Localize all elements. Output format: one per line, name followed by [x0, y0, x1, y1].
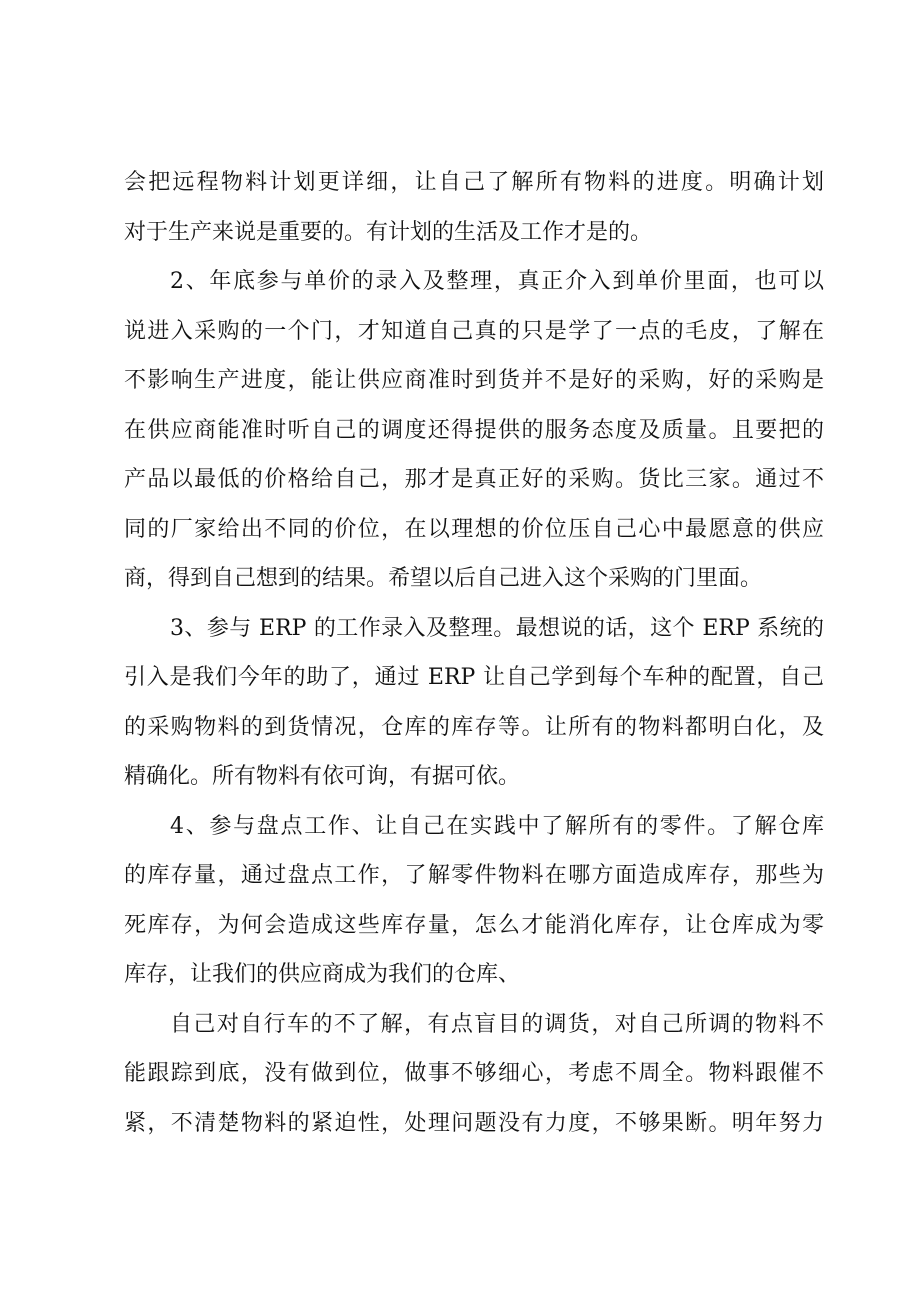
- paragraph-5: [124, 1000, 824, 1149]
- text-line: 3、参与 ERP 的工作录入及整理。最想说的话，这个 ERP 系统的: [170, 615, 824, 641]
- text-line: 死库存，为何会造成这些库存量，怎么才能消化库存，让仓库成为零: [124, 912, 824, 938]
- text-line: 对于生产来说是重要的。有计划的生活及工作才是的。: [124, 219, 653, 245]
- text-line: 在供应商能准时听自己的调度还得提供的服务态度及质量。且要把的: [124, 417, 824, 443]
- text-line: 4、参与盘点工作、让自己在实践中了解所有的零件。了解仓库: [170, 813, 824, 839]
- document-body: [124, 158, 824, 1148]
- text-line: 自己对自行车的不了解，有点盲目的调货，对自己所调的物料不: [170, 1011, 824, 1037]
- paragraph-2: [124, 257, 824, 604]
- paragraph-1: [124, 158, 824, 257]
- text-line: 引入是我们今年的助了，通过 ERP 让自己学到每个车种的配置，自己: [124, 665, 824, 690]
- paragraph-3: [124, 604, 824, 802]
- text-line: 能跟踪到底，没有做到位，做事不够细心，考虑不周全。物料跟催不: [124, 1061, 824, 1086]
- text-line: 库存，让我们的供应商成为我们的仓库、: [124, 962, 521, 987]
- paragraph-4: [124, 802, 824, 1000]
- text-line: 商，得到自己想到的结果。希望以后自己进入这个采购的门里面。: [124, 566, 763, 591]
- text-line: 精确化。所有物料有依可询，有据可依。: [124, 764, 521, 789]
- text-line: 的采购物料的到货情况，仓库的库存等。让所有的物料都明白化，及: [124, 714, 824, 740]
- text-line: 不影响生产进度，能让供应商准时到货并不是好的采购，好的采购是: [124, 368, 824, 393]
- text-line: 会把远程物料计划更详细，让自己了解所有物料的进度。明确计划: [124, 170, 824, 195]
- text-line: 的库存量，通过盘点工作，了解零件物料在哪方面造成库存，那些为: [124, 863, 824, 888]
- text-line: 产品以最低的价格给自己，那才是真正好的采购。货比三家。通过不: [124, 467, 824, 492]
- text-line: 紧，不清楚物料的紧迫性，处理问题没有力度，不够果断。明年努力: [124, 1110, 824, 1136]
- text-line: 说进入采购的一个门，才知道自己真的只是学了一点的毛皮，了解在: [124, 318, 824, 344]
- text-line: 2、年底参与单价的录入及整理，真正介入到单价里面，也可以: [170, 269, 824, 294]
- text-line: 同的厂家给出不同的价位，在以理想的价位压自己心中最愿意的供应: [124, 516, 824, 542]
